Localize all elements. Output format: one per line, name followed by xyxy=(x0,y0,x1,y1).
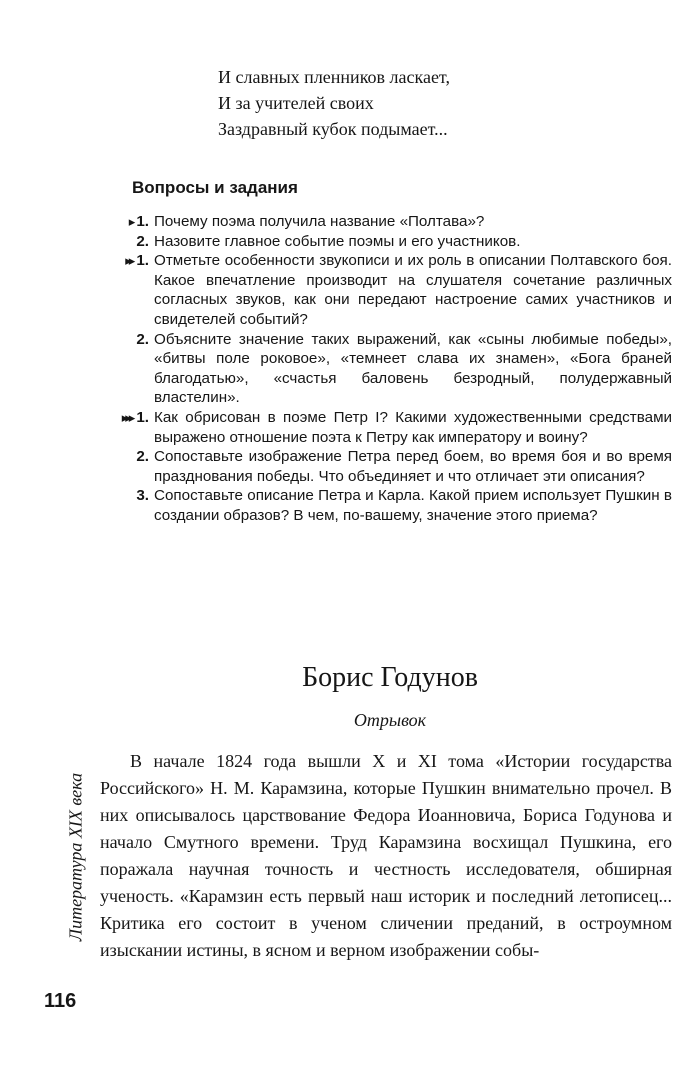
question-item xyxy=(132,330,672,408)
questions-heading: Вопросы и задания xyxy=(132,178,298,197)
running-title xyxy=(58,742,94,972)
difficulty-marker-icon: ▸ xyxy=(128,214,133,229)
page-number: 116 xyxy=(44,990,77,1012)
difficulty-marker-icon: ▸▸▸ xyxy=(121,409,133,425)
question-number: 2. xyxy=(136,232,149,250)
question-text: Как обрисован в поэме Петр I? Какими художественными средствами выражено отношение поэта к Петру как императору и воину? xyxy=(154,408,672,446)
running-title-text: Литература XIX века xyxy=(65,772,86,942)
question-item xyxy=(128,212,672,232)
question-item xyxy=(132,486,672,525)
question-number: ▸▸▸ 1. xyxy=(121,408,149,426)
question-text: Назовите главное событие поэмы и его участников. xyxy=(154,232,521,250)
poem-line: И славных пленников ласкает, xyxy=(218,67,450,87)
question-text: Объясните значение таких выражений, как «сыны любимые победы», «битвы поле роковое», «темнеет слава их знамен», «Бога браней благодатью», «счастья баловень безродный, полудержавный властелин». xyxy=(154,330,672,407)
difficulty-marker-icon: ▸▸ xyxy=(125,253,133,269)
body-paragraph: В начале 1824 года вышли X и XI тома «Истории государства Российского» Н. М. Карамзина, которые Пушкин внимательно прочел. В них описывалось царствование Федора Иоанновича, Бориса Годунова и начало Смутного времени. Труд Карамзина восхищал Пушкина, его поражала научная точность и честность исследователя, обширная ученость. «Карамзин есть первый наш историк и последний летописец... Критика его состоит в ученом сличении преданий, в остроумном изыскании истины, в ясном и верном изображении собы- xyxy=(100,751,672,960)
question-number: 2. xyxy=(136,330,149,348)
question-item xyxy=(121,408,672,447)
section-subtitle: Отрывок xyxy=(353,710,427,730)
question-item xyxy=(132,447,672,486)
question-text: Сопоставьте описание Петра и Карла. Какой прием использует Пушкин в создании образов? В чем, по-вашему, значение этого приема? xyxy=(154,487,672,524)
question-text: Отметьте особенности звукописи и их роль в описании Полтавского боя. Какое впечатление производит на слушателя сочетание различных согласных звуков, как они передают настроение самих участников и свидетелей событий? xyxy=(154,252,672,328)
questions-list xyxy=(121,212,672,526)
question-number: 2. xyxy=(136,448,149,466)
question-text: Почему поэма получила название «Полтава»? xyxy=(154,213,485,230)
question-number: 3. xyxy=(136,487,149,505)
question-item xyxy=(132,232,672,252)
question-number: ▸ 1. xyxy=(128,213,149,230)
question-number: ▸▸ 1. xyxy=(125,252,149,270)
poem-line: И за учителей своих xyxy=(218,93,374,113)
poem-excerpt xyxy=(218,64,450,142)
question-item xyxy=(125,251,672,329)
question-text: Сопоставьте изображение Петра перед боем, во время боя и во время празднования победы. Что объединяет и что отличает эти описания? xyxy=(154,448,672,485)
poem-line: Заздравный кубок подымает... xyxy=(218,119,448,139)
section-title: Борис Годунов xyxy=(302,662,478,693)
